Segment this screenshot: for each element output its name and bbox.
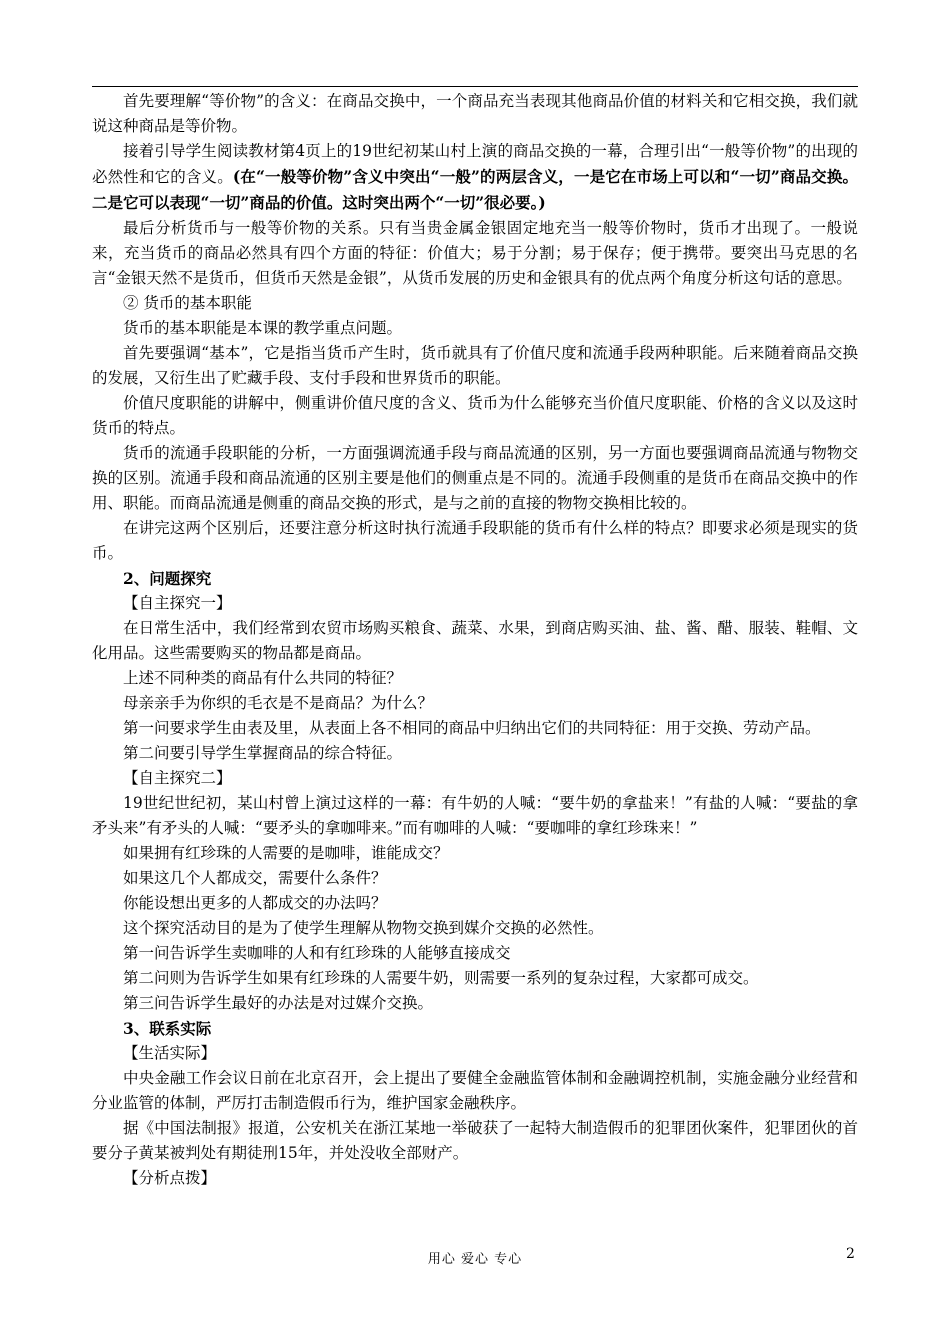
paragraph: 第一问告诉学生卖咖啡的人和有红珍珠的人能够直接成交 xyxy=(123,944,511,962)
question: 母亲亲手为你织的毛衣是不是商品？为什么？ xyxy=(123,694,434,712)
subsection-title: ② 货币的基本职能 xyxy=(123,294,252,312)
bracket-label: 【生活实际】 xyxy=(123,1044,217,1062)
paragraph: 货币的基本职能是本课的教学重点问题。 xyxy=(123,319,403,337)
paragraph: 首先要强调“基本”，它是指当货币产生时，货币就具有了价值尺度和流通手段两种职能。后来随着商品交换的发展，又衍生出了贮藏手段、支付手段和世界货币的职能。 xyxy=(92,344,858,387)
paragraph: 价值尺度职能的讲解中，侧重讲价值尺度的含义、货币为什么能够充当价值尺度职能、价格的含义以及这时货币的特点。 xyxy=(92,394,858,437)
bracket-label: 【分析点拨】 xyxy=(123,1169,217,1187)
page-number: 2 xyxy=(846,1246,855,1262)
section-heading: 2、问题探究 xyxy=(123,569,212,588)
paragraph: 货币的流通手段职能的分析，一方面强调流通手段与商品流通的区别，另一方面也要强调商品流通与物物交换的区别。流通手段和商品流通的区别主要是他们的侧重点是不同的。流通手段侧重的是货币在商品交换中的作用、职能。而商品流通是侧重的商品交换的形式，是与之前的直接的物物交换相比较的。 xyxy=(92,444,858,512)
paragraph: 第三问告诉学生最好的办法是对过媒介交换。 xyxy=(123,994,434,1012)
paragraph: 中央金融工作会议日前在北京召开，会上提出了要健全金融监管体制和金融调控机制，实施金融分业经营和分业监管的体制，严厉打击制造假币行为，维护国家金融秩序。 xyxy=(92,1069,858,1112)
header-rule xyxy=(92,86,858,87)
question: 上述不同种类的商品有什么共同的特征？ xyxy=(123,669,403,687)
paragraph-bold-note: (在“一般等价物”含义中突出“一般”的两层含义，一是它在市场上可以和“一切”商品交换。二是它可以表现“一切”商品的价值。这时突出两个“一切”很必要。) xyxy=(92,167,858,212)
bracket-label: 【自主探究二】 xyxy=(123,769,232,787)
paragraph: 据《中国法制报》报道，公安机关在浙江某地一举破获了一起特大制造假币的犯罪团伙案件，犯罪团伙的首要分子黄某被判处有期徒刑15年，并处没收全部财产。 xyxy=(92,1119,858,1162)
bracket-label: 【自主探究一】 xyxy=(123,594,232,612)
question: 如果拥有红珍珠的人需要的是咖啡，谁能成交？ xyxy=(123,844,449,862)
paragraph: 在日常生活中，我们经常到农贸市场购买粮食、蔬菜、水果，到商店购买油、盐、酱、醋、服装、鞋帽、文化用品。这些需要购买的物品都是商品。 xyxy=(92,619,858,662)
paragraph: 19世纪世纪初，某山村曾上演过这样的一幕：有牛奶的人喊：“要牛奶的拿盐来！”有盐的人喊：“要盐的拿矛头来”有矛头的人喊：“要矛头的拿咖啡来。”而有咖啡的人喊：“要咖啡的拿红珍珠来！” xyxy=(92,794,858,837)
paragraph: 在讲完这两个区别后，还要注意分析这时执行流通手段职能的货币有什么样的特点？即要求必须是现实的货币。 xyxy=(92,519,858,562)
section-heading: 3、联系实际 xyxy=(123,1019,212,1038)
paragraph xyxy=(92,139,858,216)
paragraph-text: 接着引导学生阅读教材第4页上的19世纪初某山村上演的商品交换的一幕，合理引出“一般等价物”的出现的必然性和它的含义。 xyxy=(92,142,858,186)
paragraph: 最后分析货币与一般等价物的关系。只有当贵金属金银固定地充当一般等价物时，货币才出现了。一般说来，充当货币的商品必然具有四个方面的特征：价值大；易于分割；易于保存；便于携带。要突出马克思的名言“金银天然不是货币，但货币天然是金银”，从货币发展的历史和金银具有的优点两个角度分析这句话的意思。 xyxy=(92,219,858,287)
paragraph: 第二问要引导学生掌握商品的综合特征。 xyxy=(123,744,403,762)
question: 你能设想出更多的人都成交的办法吗？ xyxy=(123,894,387,912)
paragraph: 第二问则为告诉学生如果有红珍珠的人需要牛奶，则需要一系列的复杂过程，大家都可成交。 xyxy=(123,969,759,987)
document-body xyxy=(92,89,858,1191)
question: 如果这几个人都成交，需要什么条件？ xyxy=(123,869,387,887)
paragraph: 这个探究活动目的是为了使学生理解从物物交换到媒介交换的必然性。 xyxy=(123,919,604,937)
paragraph: 首先要理解“等价物”的含义：在商品交换中，一个商品充当表现其他商品价值的材料关和它相交换，我们就说这种商品是等价物。 xyxy=(92,92,858,135)
footer-motto: 用心 爱心 专心 xyxy=(427,1252,523,1267)
paragraph: 第一问要求学生由表及里，从表面上各不相同的商品中归纳出它们的共同特征：用于交换、劳动产品。 xyxy=(123,719,821,737)
